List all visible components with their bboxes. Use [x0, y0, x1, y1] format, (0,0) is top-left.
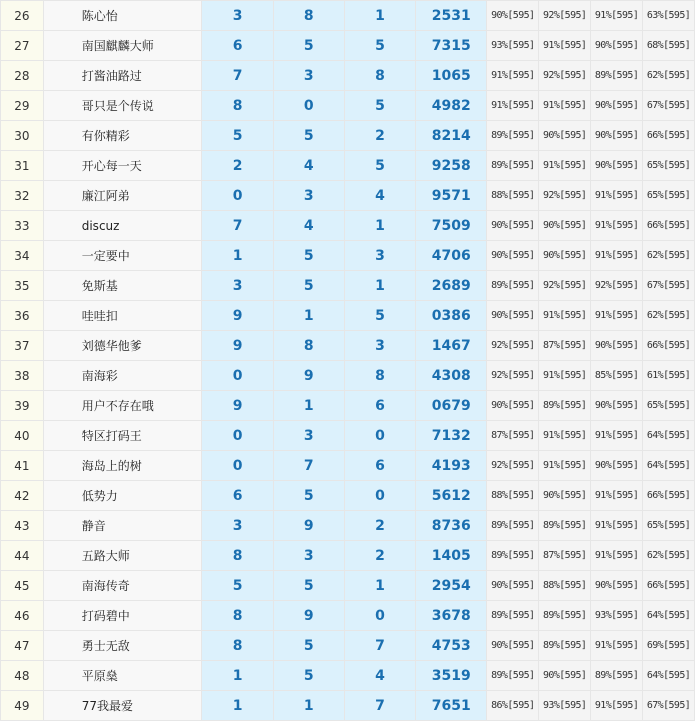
digit-2-cell: 1 — [273, 391, 344, 421]
table-row — [1, 121, 695, 151]
table-row — [1, 31, 695, 61]
accuracy-4-cell: 62%[595] — [643, 301, 695, 331]
digit-1-cell: 9 — [202, 301, 273, 331]
digit-2-cell: 3 — [273, 181, 344, 211]
accuracy-3-cell: 91%[595] — [591, 241, 643, 271]
accuracy-3-cell: 90%[595] — [591, 121, 643, 151]
code-cell: 0679 — [416, 391, 487, 421]
code-cell: 1405 — [416, 541, 487, 571]
digit-2-cell: 5 — [273, 571, 344, 601]
digit-1-cell: 9 — [202, 331, 273, 361]
code-cell: 7509 — [416, 211, 487, 241]
rank-cell: 30 — [1, 121, 44, 151]
rank-cell: 44 — [1, 541, 44, 571]
table-row — [1, 481, 695, 511]
table-row — [1, 151, 695, 181]
digit-1-cell: 1 — [202, 661, 273, 691]
user-name-cell: 有你精彩 — [43, 121, 202, 151]
code-cell: 5612 — [416, 481, 487, 511]
user-name-cell: 廉江阿弟 — [43, 181, 202, 211]
code-cell: 7132 — [416, 421, 487, 451]
digit-1-cell: 9 — [202, 391, 273, 421]
digit-1-cell: 0 — [202, 451, 273, 481]
accuracy-3-cell: 91%[595] — [591, 181, 643, 211]
digit-2-cell: 3 — [273, 61, 344, 91]
user-name-cell: 打码碧中 — [43, 601, 202, 631]
accuracy-3-cell: 90%[595] — [591, 91, 643, 121]
table-row — [1, 91, 695, 121]
accuracy-1-cell: 88%[595] — [487, 481, 539, 511]
digit-1-cell: 5 — [202, 121, 273, 151]
accuracy-2-cell: 89%[595] — [539, 631, 591, 661]
user-name-cell: 刘德华他爹 — [43, 331, 202, 361]
accuracy-3-cell: 90%[595] — [591, 151, 643, 181]
accuracy-2-cell: 92%[595] — [539, 1, 591, 31]
accuracy-4-cell: 64%[595] — [643, 661, 695, 691]
digit-3-cell: 2 — [344, 541, 415, 571]
accuracy-2-cell: 91%[595] — [539, 151, 591, 181]
digit-1-cell: 7 — [202, 61, 273, 91]
code-cell: 4753 — [416, 631, 487, 661]
digit-2-cell: 4 — [273, 211, 344, 241]
digit-1-cell: 7 — [202, 211, 273, 241]
accuracy-4-cell: 65%[595] — [643, 511, 695, 541]
accuracy-2-cell: 87%[595] — [539, 541, 591, 571]
rank-cell: 31 — [1, 151, 44, 181]
accuracy-4-cell: 65%[595] — [643, 151, 695, 181]
digit-3-cell: 5 — [344, 31, 415, 61]
table-row — [1, 271, 695, 301]
rank-cell: 45 — [1, 571, 44, 601]
rank-cell: 40 — [1, 421, 44, 451]
table-row — [1, 1, 695, 31]
digit-3-cell: 8 — [344, 361, 415, 391]
accuracy-2-cell: 87%[595] — [539, 331, 591, 361]
accuracy-1-cell: 89%[595] — [487, 151, 539, 181]
accuracy-1-cell: 90%[595] — [487, 571, 539, 601]
table-row — [1, 601, 695, 631]
accuracy-1-cell: 88%[595] — [487, 181, 539, 211]
accuracy-1-cell: 90%[595] — [487, 241, 539, 271]
accuracy-2-cell: 90%[595] — [539, 241, 591, 271]
code-cell: 8214 — [416, 121, 487, 151]
digit-3-cell: 0 — [344, 601, 415, 631]
user-name-cell: 特区打码王 — [43, 421, 202, 451]
accuracy-3-cell: 92%[595] — [591, 271, 643, 301]
user-name-cell: 低势力 — [43, 481, 202, 511]
digit-1-cell: 3 — [202, 1, 273, 31]
rank-cell: 34 — [1, 241, 44, 271]
table-row — [1, 451, 695, 481]
user-name-cell: 一定要中 — [43, 241, 202, 271]
code-cell: 3519 — [416, 661, 487, 691]
digit-3-cell: 0 — [344, 481, 415, 511]
accuracy-3-cell: 91%[595] — [591, 211, 643, 241]
user-name-cell: 哥只是个传说 — [43, 91, 202, 121]
accuracy-3-cell: 91%[595] — [591, 691, 643, 721]
accuracy-3-cell: 91%[595] — [591, 1, 643, 31]
digit-1-cell: 2 — [202, 151, 273, 181]
accuracy-4-cell: 67%[595] — [643, 271, 695, 301]
table-row — [1, 391, 695, 421]
accuracy-3-cell: 89%[595] — [591, 661, 643, 691]
user-name-cell: 南海彩 — [43, 361, 202, 391]
accuracy-1-cell: 89%[595] — [487, 601, 539, 631]
rank-cell: 27 — [1, 31, 44, 61]
code-cell: 7651 — [416, 691, 487, 721]
digit-2-cell: 1 — [273, 301, 344, 331]
digit-2-cell: 4 — [273, 151, 344, 181]
table-row — [1, 181, 695, 211]
table-row — [1, 241, 695, 271]
accuracy-2-cell: 91%[595] — [539, 91, 591, 121]
accuracy-2-cell: 91%[595] — [539, 361, 591, 391]
digit-1-cell: 0 — [202, 421, 273, 451]
digit-3-cell: 3 — [344, 331, 415, 361]
digit-3-cell: 6 — [344, 451, 415, 481]
accuracy-3-cell: 91%[595] — [591, 421, 643, 451]
accuracy-3-cell: 93%[595] — [591, 601, 643, 631]
digit-1-cell: 3 — [202, 511, 273, 541]
digit-3-cell: 4 — [344, 661, 415, 691]
accuracy-4-cell: 66%[595] — [643, 481, 695, 511]
rank-cell: 46 — [1, 601, 44, 631]
accuracy-1-cell: 89%[595] — [487, 541, 539, 571]
accuracy-1-cell: 87%[595] — [487, 421, 539, 451]
accuracy-1-cell: 90%[595] — [487, 301, 539, 331]
accuracy-3-cell: 91%[595] — [591, 541, 643, 571]
accuracy-2-cell: 88%[595] — [539, 571, 591, 601]
digit-2-cell: 7 — [273, 451, 344, 481]
table-row — [1, 691, 695, 721]
accuracy-2-cell: 90%[595] — [539, 121, 591, 151]
accuracy-2-cell: 90%[595] — [539, 211, 591, 241]
accuracy-1-cell: 89%[595] — [487, 511, 539, 541]
digit-2-cell: 9 — [273, 601, 344, 631]
digit-2-cell: 0 — [273, 91, 344, 121]
accuracy-3-cell: 91%[595] — [591, 481, 643, 511]
accuracy-1-cell: 89%[595] — [487, 121, 539, 151]
user-name-cell: 平原燊 — [43, 661, 202, 691]
table-row — [1, 661, 695, 691]
accuracy-1-cell: 90%[595] — [487, 631, 539, 661]
digit-1-cell: 6 — [202, 31, 273, 61]
accuracy-3-cell: 90%[595] — [591, 571, 643, 601]
accuracy-2-cell: 93%[595] — [539, 691, 591, 721]
rank-cell: 33 — [1, 211, 44, 241]
accuracy-1-cell: 93%[595] — [487, 31, 539, 61]
accuracy-3-cell: 90%[595] — [591, 331, 643, 361]
accuracy-2-cell: 91%[595] — [539, 451, 591, 481]
digit-1-cell: 5 — [202, 571, 273, 601]
rank-cell: 37 — [1, 331, 44, 361]
code-cell: 0386 — [416, 301, 487, 331]
user-name-cell: 陈心怡 — [43, 1, 202, 31]
digit-2-cell: 5 — [273, 241, 344, 271]
digit-1-cell: 8 — [202, 541, 273, 571]
digit-1-cell: 6 — [202, 481, 273, 511]
digit-2-cell: 3 — [273, 541, 344, 571]
rank-cell: 29 — [1, 91, 44, 121]
code-cell: 1467 — [416, 331, 487, 361]
accuracy-4-cell: 64%[595] — [643, 451, 695, 481]
table-row — [1, 541, 695, 571]
user-name-cell: 南国麒麟大师 — [43, 31, 202, 61]
accuracy-3-cell: 91%[595] — [591, 511, 643, 541]
accuracy-2-cell: 89%[595] — [539, 511, 591, 541]
digit-1-cell: 8 — [202, 91, 273, 121]
digit-1-cell: 1 — [202, 691, 273, 721]
accuracy-3-cell: 91%[595] — [591, 631, 643, 661]
accuracy-2-cell: 90%[595] — [539, 481, 591, 511]
table-row — [1, 631, 695, 661]
user-name-cell: 海岛上的树 — [43, 451, 202, 481]
accuracy-4-cell: 62%[595] — [643, 241, 695, 271]
accuracy-4-cell: 62%[595] — [643, 61, 695, 91]
digit-2-cell: 9 — [273, 361, 344, 391]
accuracy-4-cell: 64%[595] — [643, 421, 695, 451]
accuracy-3-cell: 85%[595] — [591, 361, 643, 391]
digit-3-cell: 1 — [344, 571, 415, 601]
rank-cell: 42 — [1, 481, 44, 511]
rank-cell: 43 — [1, 511, 44, 541]
accuracy-3-cell: 90%[595] — [591, 391, 643, 421]
digit-3-cell: 4 — [344, 181, 415, 211]
accuracy-4-cell: 65%[595] — [643, 181, 695, 211]
user-name-cell: 打酱油路过 — [43, 61, 202, 91]
digit-3-cell: 5 — [344, 301, 415, 331]
rank-cell: 48 — [1, 661, 44, 691]
user-name-cell: 静音 — [43, 511, 202, 541]
digit-2-cell: 5 — [273, 271, 344, 301]
accuracy-4-cell: 61%[595] — [643, 361, 695, 391]
user-name-cell: 哇哇扣 — [43, 301, 202, 331]
rank-cell: 41 — [1, 451, 44, 481]
digit-3-cell: 2 — [344, 121, 415, 151]
table-row — [1, 331, 695, 361]
rank-cell: 26 — [1, 1, 44, 31]
code-cell: 2954 — [416, 571, 487, 601]
digit-2-cell: 5 — [273, 481, 344, 511]
table-row — [1, 301, 695, 331]
accuracy-1-cell: 89%[595] — [487, 271, 539, 301]
user-name-cell: 免斯基 — [43, 271, 202, 301]
user-name-cell: 开心每一天 — [43, 151, 202, 181]
code-cell: 9258 — [416, 151, 487, 181]
code-cell: 1065 — [416, 61, 487, 91]
accuracy-4-cell: 66%[595] — [643, 121, 695, 151]
digit-3-cell: 1 — [344, 1, 415, 31]
accuracy-4-cell: 69%[595] — [643, 631, 695, 661]
digit-2-cell: 3 — [273, 421, 344, 451]
code-cell: 4982 — [416, 91, 487, 121]
accuracy-1-cell: 86%[595] — [487, 691, 539, 721]
table-row — [1, 511, 695, 541]
accuracy-3-cell: 89%[595] — [591, 61, 643, 91]
code-cell: 8736 — [416, 511, 487, 541]
accuracy-4-cell: 62%[595] — [643, 541, 695, 571]
code-cell: 2689 — [416, 271, 487, 301]
digit-2-cell: 5 — [273, 31, 344, 61]
digit-3-cell: 1 — [344, 211, 415, 241]
accuracy-1-cell: 89%[595] — [487, 661, 539, 691]
user-name-cell: 用户不存在哦 — [43, 391, 202, 421]
digit-3-cell: 1 — [344, 271, 415, 301]
user-name-cell: 77我最爱 — [43, 691, 202, 721]
accuracy-4-cell: 67%[595] — [643, 91, 695, 121]
rank-cell: 36 — [1, 301, 44, 331]
table-row — [1, 571, 695, 601]
accuracy-4-cell: 66%[595] — [643, 211, 695, 241]
digit-1-cell: 1 — [202, 241, 273, 271]
digit-3-cell: 3 — [344, 241, 415, 271]
accuracy-1-cell: 90%[595] — [487, 211, 539, 241]
accuracy-4-cell: 66%[595] — [643, 571, 695, 601]
digit-2-cell: 1 — [273, 691, 344, 721]
accuracy-3-cell: 91%[595] — [591, 301, 643, 331]
digit-3-cell: 7 — [344, 691, 415, 721]
rank-cell: 35 — [1, 271, 44, 301]
rank-cell: 47 — [1, 631, 44, 661]
user-name-cell: 勇士无敌 — [43, 631, 202, 661]
accuracy-1-cell: 90%[595] — [487, 391, 539, 421]
rank-cell: 32 — [1, 181, 44, 211]
accuracy-2-cell: 91%[595] — [539, 31, 591, 61]
digit-2-cell: 9 — [273, 511, 344, 541]
code-cell: 4308 — [416, 361, 487, 391]
ranking-table-body — [1, 1, 695, 721]
digit-1-cell: 0 — [202, 181, 273, 211]
accuracy-1-cell: 91%[595] — [487, 91, 539, 121]
rank-cell: 39 — [1, 391, 44, 421]
accuracy-2-cell: 91%[595] — [539, 421, 591, 451]
digit-1-cell: 8 — [202, 601, 273, 631]
accuracy-4-cell: 66%[595] — [643, 331, 695, 361]
accuracy-1-cell: 92%[595] — [487, 331, 539, 361]
accuracy-2-cell: 92%[595] — [539, 271, 591, 301]
table-row — [1, 361, 695, 391]
code-cell: 2531 — [416, 1, 487, 31]
user-name-cell: 南海传奇 — [43, 571, 202, 601]
accuracy-1-cell: 91%[595] — [487, 61, 539, 91]
code-cell: 3678 — [416, 601, 487, 631]
accuracy-1-cell: 90%[595] — [487, 1, 539, 31]
table-row — [1, 421, 695, 451]
user-name-cell: discuz — [43, 211, 202, 241]
accuracy-4-cell: 67%[595] — [643, 691, 695, 721]
digit-2-cell: 5 — [273, 631, 344, 661]
accuracy-4-cell: 63%[595] — [643, 1, 695, 31]
accuracy-4-cell: 68%[595] — [643, 31, 695, 61]
accuracy-2-cell: 91%[595] — [539, 301, 591, 331]
digit-1-cell: 8 — [202, 631, 273, 661]
accuracy-2-cell: 89%[595] — [539, 601, 591, 631]
accuracy-1-cell: 92%[595] — [487, 361, 539, 391]
accuracy-2-cell: 92%[595] — [539, 61, 591, 91]
accuracy-2-cell: 89%[595] — [539, 391, 591, 421]
accuracy-2-cell: 90%[595] — [539, 661, 591, 691]
digit-3-cell: 5 — [344, 151, 415, 181]
digit-3-cell: 7 — [344, 631, 415, 661]
table-row — [1, 61, 695, 91]
rank-cell: 28 — [1, 61, 44, 91]
accuracy-2-cell: 92%[595] — [539, 181, 591, 211]
digit-1-cell: 3 — [202, 271, 273, 301]
digit-3-cell: 8 — [344, 61, 415, 91]
code-cell: 4193 — [416, 451, 487, 481]
user-name-cell: 五路大师 — [43, 541, 202, 571]
code-cell: 4706 — [416, 241, 487, 271]
rank-cell: 38 — [1, 361, 44, 391]
digit-1-cell: 0 — [202, 361, 273, 391]
digit-2-cell: 8 — [273, 331, 344, 361]
code-cell: 7315 — [416, 31, 487, 61]
accuracy-1-cell: 92%[595] — [487, 451, 539, 481]
accuracy-3-cell: 90%[595] — [591, 451, 643, 481]
digit-3-cell: 5 — [344, 91, 415, 121]
digit-2-cell: 5 — [273, 661, 344, 691]
accuracy-4-cell: 65%[595] — [643, 391, 695, 421]
digit-3-cell: 2 — [344, 511, 415, 541]
accuracy-3-cell: 90%[595] — [591, 31, 643, 61]
digit-3-cell: 6 — [344, 391, 415, 421]
table-row — [1, 211, 695, 241]
digit-2-cell: 5 — [273, 121, 344, 151]
digit-2-cell: 8 — [273, 1, 344, 31]
accuracy-4-cell: 64%[595] — [643, 601, 695, 631]
code-cell: 9571 — [416, 181, 487, 211]
rank-cell: 49 — [1, 691, 44, 721]
digit-3-cell: 0 — [344, 421, 415, 451]
